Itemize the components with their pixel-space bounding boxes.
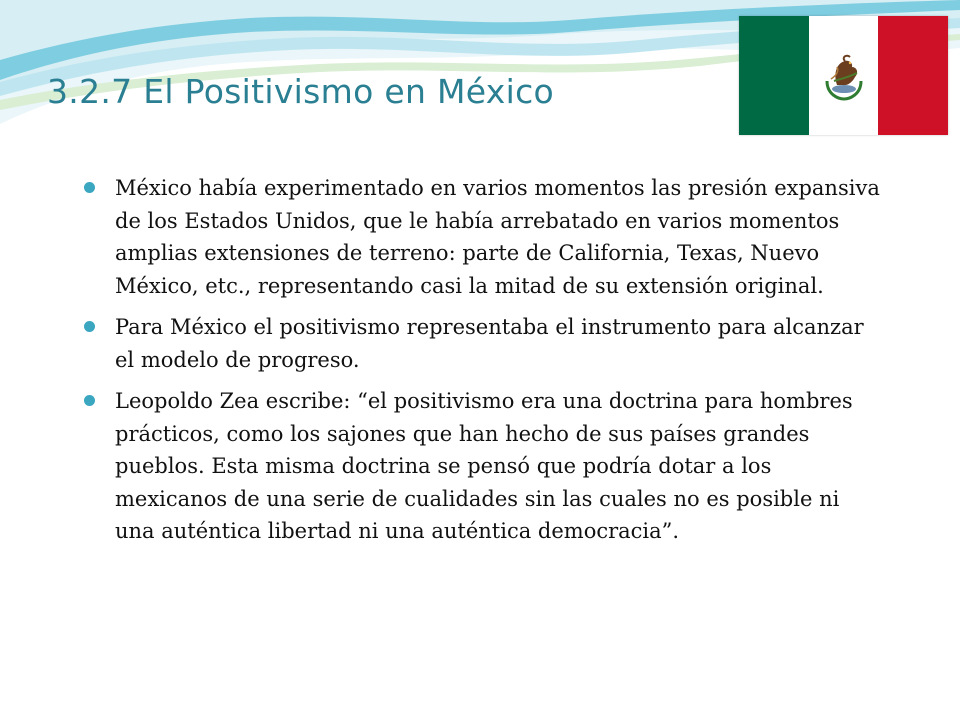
mexico-flag-icon (739, 16, 948, 135)
bullet-item (82, 385, 882, 548)
bullet-dot-icon (84, 182, 95, 193)
bullet-text: Para México el positivismo representaba el instrumento para alcanzar el modelo de progreso. (115, 315, 864, 372)
eagle-emblem-icon (819, 51, 869, 101)
bullet-item (82, 172, 882, 302)
flag-red-band (878, 16, 948, 135)
slide-title: 3.2.7 El Positivismo en México (47, 72, 554, 111)
bullet-dot-icon (84, 321, 95, 332)
bullet-dot-icon (84, 395, 95, 406)
bullet-text: Leopoldo Zea escribe: “el positivismo era una doctrina para hombres prácticos, como los sajones que han hecho de sus países grandes pueblos. Esta misma doctrina se pensó que podría dotar a los mexicanos de una serie de cualidades sin las cuales no es posible ni una auténtica libertad ni una auténtica democracia”. (115, 389, 853, 543)
bullet-text: México había experimentado en varios momentos las presión expansiva de los Estados Unidos, que le había arrebatado en varios momentos amplias extensiones de terreno: parte de California, Texas, Nuevo México, etc., representando casi la mitad de su extensión original. (115, 176, 880, 298)
bullet-list (82, 172, 882, 557)
bullet-item (82, 311, 882, 376)
flag-green-band (739, 16, 809, 135)
flag-white-band (809, 16, 879, 135)
